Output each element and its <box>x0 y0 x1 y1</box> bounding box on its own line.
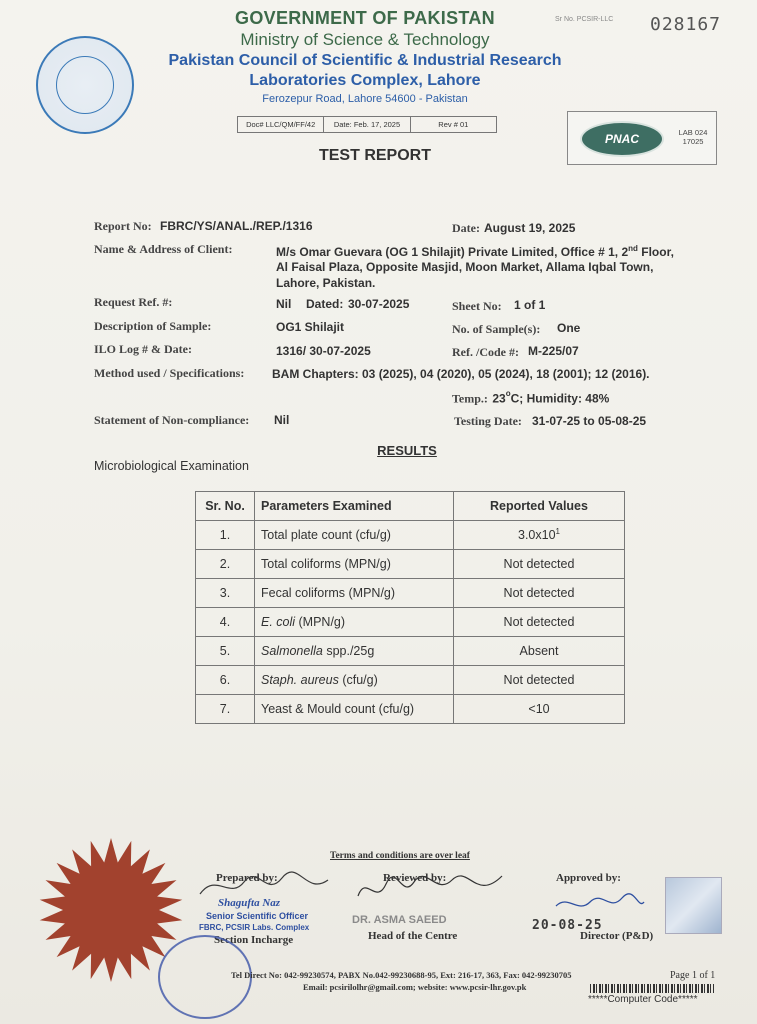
iso-standard: 17025 <box>682 137 704 146</box>
pnac-logo-icon: PNAC <box>580 121 664 157</box>
report-no-value: FBRC/YS/ANAL./REP./1316 <box>160 219 313 233</box>
lab-number: LAB 024 <box>678 128 708 137</box>
page-title: TEST REPORT <box>318 147 431 164</box>
row-sr: 7. <box>196 695 255 724</box>
row-sr: 6. <box>196 666 255 695</box>
reviewed-by-label: Reviewed by: <box>383 872 447 884</box>
noncompliance-value: Nil <box>274 413 290 427</box>
pcsir-seal-icon <box>36 36 134 134</box>
row-value: Not detected <box>454 608 625 637</box>
row-value: Not detected <box>454 666 625 695</box>
row-param: Yeast & Mould count (cfu/g) <box>255 695 454 724</box>
prepared-name: Shagufta Naz <box>218 897 281 909</box>
table-row <box>196 666 625 695</box>
row-sr: 3. <box>196 579 255 608</box>
doc-revision: Rev # 01 <box>438 120 469 129</box>
table-row <box>196 550 625 579</box>
approved-date-stamp: 20-08-25 <box>532 918 603 933</box>
request-label: Request Ref. #: <box>94 295 173 309</box>
temp-humidity: Temp.: 23$^o$C; Humidity: 48% <box>452 389 610 406</box>
client-line-1-end: Floor, <box>637 245 674 259</box>
row-value: Absent <box>454 637 625 666</box>
header-address: Ferozepur Road, Lahore 54600 - Pakistan <box>262 93 468 105</box>
noncompliance-label: Statement of Non-compliance: <box>94 413 250 427</box>
client-line-2: Al Faisal Plaza, Opposite Masjid, Moon Market, Allama Iqbal Town, <box>276 260 654 274</box>
temp-value: 23 <box>492 391 506 406</box>
num-samples-value: One <box>557 321 581 335</box>
row-param-italic: Staph. aureus <box>261 673 339 687</box>
method-value: BAM Chapters: 03 (2025), 04 (2020), 05 (2024), 18 (2001); 12 (2016). <box>272 367 650 381</box>
row-sr: 1. <box>196 521 255 550</box>
row-param-italic: Salmonella <box>261 644 323 658</box>
client-superscript: nd <box>628 244 638 253</box>
client-line-1 <box>276 244 674 259</box>
doc-control-bar <box>237 116 497 133</box>
accreditation-lab <box>672 128 714 146</box>
accreditation-box <box>567 111 717 165</box>
sheet-label: Sheet No: <box>452 299 502 313</box>
lab-complex-title: Laboratories Complex, Lahore <box>249 72 481 89</box>
ministry-title: Ministry of Science & Technology <box>240 30 490 49</box>
refcode-label: Ref. /Code #: <box>452 345 519 359</box>
sheet-value: 1 of 1 <box>514 298 546 312</box>
barcode-icon <box>590 984 714 993</box>
reviewed-signature-icon <box>352 866 512 912</box>
refcode-value: M-225/07 <box>528 344 579 358</box>
table-header-row <box>196 492 625 521</box>
row-param-italic: E. coli <box>261 615 296 629</box>
table-row <box>196 579 625 608</box>
contact-info: Tel Direct No: 042-99230574, PABX No.042-99230688-95, Ext: 216-17, 363, Fax: 042-99230705 <box>231 970 572 980</box>
row-param: Total coliforms (MPN/g) <box>255 550 454 579</box>
approved-signature-icon <box>552 890 648 916</box>
serial-label: Sr No. PCSIR-LLC <box>555 16 614 23</box>
row-value-exponent: 1 <box>555 527 560 537</box>
table-row <box>196 608 625 637</box>
serial-number: 028167 <box>650 14 722 35</box>
header-values: Reported Values <box>454 492 625 521</box>
dated-label: Dated: <box>306 297 344 311</box>
approved-by-label: Approved by: <box>556 872 621 884</box>
hologram-sticker-icon <box>665 877 722 934</box>
row-param-rest: (MPN/g) <box>295 615 346 629</box>
computer-code: *****Computer Code***** <box>588 994 698 1005</box>
row-value <box>454 521 625 550</box>
table-row <box>196 695 625 724</box>
prepared-org: FBRC, PCSIR Labs. Complex <box>199 923 310 932</box>
table-row <box>196 637 625 666</box>
testing-label: Testing Date: <box>454 414 522 428</box>
num-samples-label: No. of Sample(s): <box>452 322 541 336</box>
temp-label: Temp.: <box>452 391 488 406</box>
row-param-rest: spp./25g <box>322 644 375 658</box>
row-param-rest: (cfu/g) <box>338 673 378 687</box>
request-value: Nil <box>276 297 292 311</box>
row-value: Not detected <box>454 579 625 608</box>
row-param: Fecal coliforms (MPN/g) <box>255 579 454 608</box>
government-title: GOVERNMENT OF PAKISTAN <box>235 8 495 28</box>
prepared-title: Senior Scientific Officer <box>206 911 309 921</box>
row-sr: 4. <box>196 608 255 637</box>
terms-note: Terms and conditions are over leaf <box>330 851 470 861</box>
section-title: Microbiological Examination <box>94 459 249 473</box>
header-parameters: Parameters Examined <box>255 492 454 521</box>
row-sr: 2. <box>196 550 255 579</box>
doc-number: Doc# LLC/QM/FF/42 <box>238 117 324 132</box>
ilo-label: ILO Log # & Date: <box>94 342 192 356</box>
ilo-value: 1316/ 30-07-2025 <box>276 344 371 358</box>
date-label: Date: <box>452 221 480 235</box>
sample-label: Description of Sample: <box>94 319 212 333</box>
sample-value: OG1 Shilajit <box>276 320 345 334</box>
method-label: Method used / Specifications: <box>94 366 245 380</box>
prepared-role: Section Incharge <box>214 934 294 946</box>
dated-value: 30-07-2025 <box>348 297 410 311</box>
client-label: Name & Address of Client: <box>94 242 233 256</box>
report-no-label: Report No: <box>94 219 152 233</box>
results-table <box>195 491 625 724</box>
header-sr-no: Sr. No. <box>196 492 255 521</box>
row-value: <10 <box>454 695 625 724</box>
row-value-text: 3.0x10 <box>518 528 556 543</box>
row-sr: 5. <box>196 637 255 666</box>
prepared-signature-icon <box>196 868 336 904</box>
row-value: Not detected <box>454 550 625 579</box>
approved-role: Director (P&D) <box>580 930 654 942</box>
doc-date: Date: Feb. 17, 2025 <box>324 117 410 132</box>
email-info: Email: pcsirilolhr@gmail.com; website: www.pcsir-lhr.gov.pk <box>303 982 527 992</box>
date-value: August 19, 2025 <box>484 221 576 235</box>
reviewed-name-stamp: DR. ASMA SAEED <box>352 914 447 926</box>
row-param <box>255 666 454 695</box>
humidity-value: C; Humidity: 48% <box>510 391 610 406</box>
prepared-by-label: Prepared by: <box>216 872 278 884</box>
client-line-3: Lahore, Pakistan. <box>276 276 376 290</box>
client-line-1-text: M/s Omar Guevara (OG 1 Shilajit) Private Limited, Office # 1, 2 <box>276 245 629 259</box>
page-number: Page 1 of 1 <box>670 970 716 981</box>
results-heading: RESULTS <box>377 443 437 458</box>
reviewed-role: Head of the Centre <box>368 930 458 942</box>
council-title: Pakistan Council of Scientific & Industrial Research <box>168 52 562 69</box>
testing-value: 31-07-25 to 05-08-25 <box>532 414 647 428</box>
row-param: Total plate count (cfu/g) <box>255 521 454 550</box>
table-row <box>196 521 625 550</box>
row-param <box>255 637 454 666</box>
row-param <box>255 608 454 637</box>
